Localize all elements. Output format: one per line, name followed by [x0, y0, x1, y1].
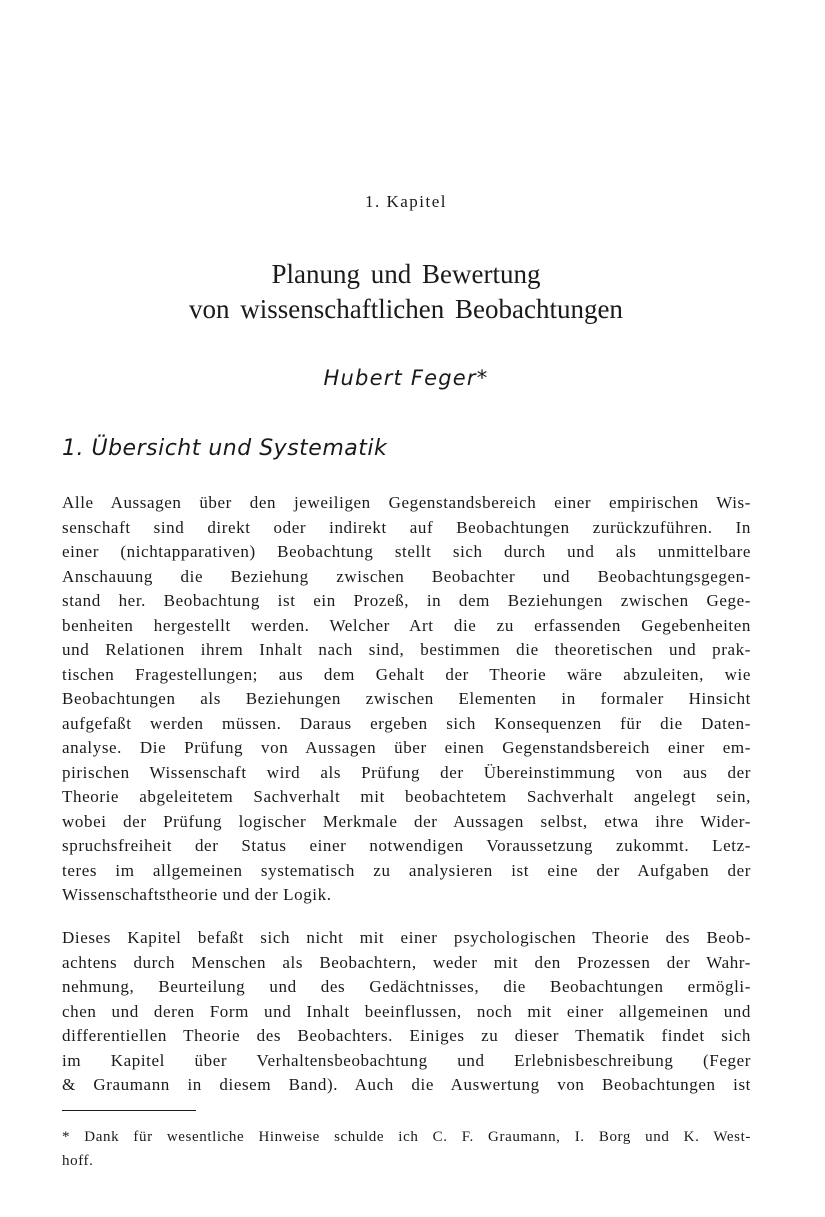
- paragraph-line: Anschauung die Beziehung zwischen Beobachter und Beobachtungsgegen-: [62, 566, 751, 586]
- paragraph-1: [62, 491, 751, 908]
- footnote-divider: [62, 1110, 196, 1111]
- paragraph-line: Alle Aussagen über den jeweiligen Gegenstandsbereich einer empirischen Wis-: [62, 493, 751, 512]
- paragraph-line: einer (nichtapparativen) Beobachtung stellt sich durch und als unmittelbare: [62, 542, 751, 561]
- chapter-title: [0, 257, 812, 327]
- paragraph-line: Wissenschaftstheorie und der Logik.: [62, 885, 332, 904]
- paragraph-line: analyse. Die Prüfung von Aussagen über einen Gegenstandsbereich einer em-: [62, 738, 751, 757]
- paragraph-line: teres im allgemeinen systematisch zu analysieren ist eine der Aufgaben der: [62, 860, 751, 880]
- paragraph-line: senschaft sind direkt oder indirekt auf Beobachtungen zurückzuführen. In: [62, 517, 751, 537]
- paragraph-line: achtens durch Menschen als Beobachtern, weder mit den Prozessen der Wahr-: [62, 952, 751, 972]
- paragraph-2: [62, 926, 751, 1098]
- paragraph-line: pirischen Wissenschaft wird als Prüfung der Übereinstimmung von aus der: [62, 762, 751, 782]
- paragraph-line: wobei der Prüfung logischer Merkmale der Aussagen selbst, etwa ihre Wider-: [62, 811, 751, 831]
- paragraph-line: benheiten hergestellt werden. Welcher Art die zu erfassenden Gegebenheiten: [62, 615, 751, 635]
- author-name: Hubert Feger*: [323, 366, 489, 390]
- paragraph-line: und Relationen ihrem Inhalt nach sind, bestimmen die theoretischen und prak-: [62, 640, 751, 659]
- footnote: [62, 1125, 751, 1173]
- section-heading: 1. Übersicht und Systematik: [62, 436, 388, 461]
- paragraph-line: & Graumann in diesem Band). Auch die Auswertung von Beobachtungen ist: [62, 1075, 751, 1094]
- paragraph-line: chen und deren Form und Inhalt beeinflussen, noch mit einer allgemeinen und: [62, 1001, 751, 1021]
- paragraph-line: stand her. Beobachtung ist ein Prozeß, in dem Beziehungen zwischen Gege-: [62, 591, 751, 610]
- paragraph-line: aufgefaßt werden müssen. Daraus ergeben sich Konsequenzen für die Daten-: [62, 713, 751, 733]
- paragraph-line: differentiellen Theorie des Beobachters. Einiges zu dieser Thematik findet sich: [62, 1026, 751, 1045]
- paragraph-line: Theorie abgeleitetem Sachverhalt mit beobachtetem Sachverhalt angelegt sein,: [62, 787, 751, 806]
- paragraph-line: nehmung, Beurteilung und des Gedächtnisses, die Beobachtungen ermögli-: [62, 977, 751, 996]
- chapter-label: 1. Kapitel: [364, 192, 448, 211]
- paragraph-line: tischen Fragestellungen; aus dem Gehalt der Theorie wäre abzuleiten, wie: [62, 664, 751, 684]
- paragraph-line: im Kapitel über Verhaltensbeobachtung und Erlebnisbeschreibung (Feger: [62, 1050, 751, 1070]
- paragraph-line: Dieses Kapitel befaßt sich nicht mit einer psychologischen Theorie des Beob-: [62, 928, 751, 947]
- paragraph-line: Beobachtungen als Beziehungen zwischen Elementen in formaler Hinsicht: [62, 689, 751, 708]
- chapter-title-line-2: von wissenschaftlichen Beobachtungen: [189, 294, 623, 324]
- chapter-title-line-1: Planung und Bewertung: [271, 259, 541, 289]
- paragraph-line: spruchsfreiheit der Status einer notwendigen Voraussetzung zukommt. Letz-: [62, 836, 751, 855]
- footnote-line: * Dank für wesentliche Hinweise schulde ich C. F. Graumann, I. Borg und K. West-: [62, 1129, 751, 1145]
- footnote-line: hoff.: [62, 1153, 94, 1169]
